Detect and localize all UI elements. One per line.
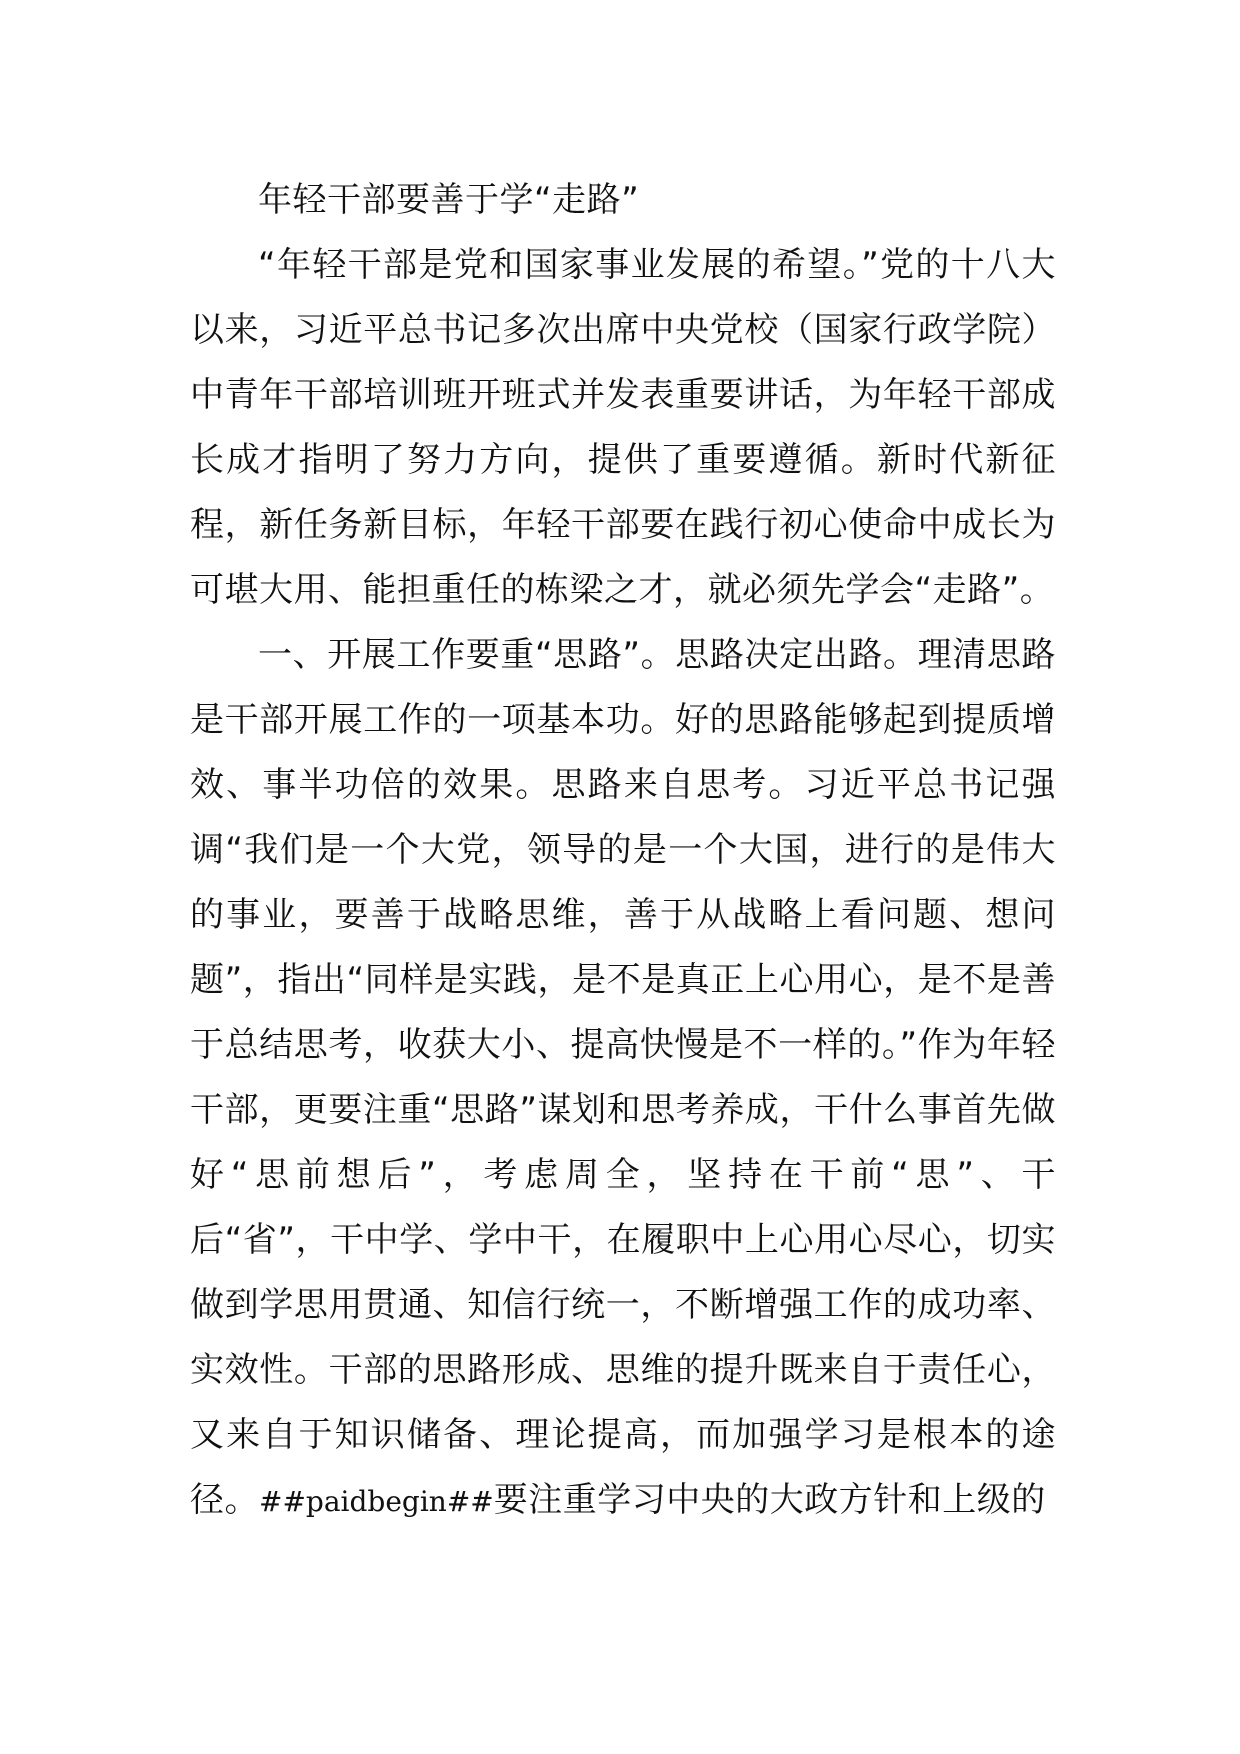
paragraph-intro: “年轻干部是党和国家事业发展的希望。”党的十八大以来，习近平总书记多次出席中央党校（国家行政学院）中青年干部培训班开班式并发表重要讲话，为年轻干部成长成才指明了努力方向，提供了重要遵循。新时代新征程，新任务新目标，年轻干部要在践行初心使命中成长为可堪大用、能担重任的栋梁之才，就必须先学会“走路”。 bbox=[190, 245, 1056, 610]
paragraph-section-one bbox=[190, 623, 1056, 1534]
paid-begin-marker: ##paidbegin## bbox=[259, 1485, 494, 1518]
document-body bbox=[190, 168, 1056, 1534]
document-title: 年轻干部要善于学“走路” bbox=[258, 180, 640, 220]
paragraph-section-one-continuation: 要注重学习中央的大政方针和上级的 bbox=[493, 1480, 1046, 1520]
paragraph-section-one-text: 一、开展工作要重“思路”。思路决定出路。理清思路是干部开展工作的一项基本功。好的思路能够起到提质增效、事半功倍的效果。思路来自思考。习近平总书记强调“我们是一个大党，领导的是一个大国，进行的是伟大的事业，要善于战略思维，善于从战略上看问题、想问题”，指出“同样是实践，是不是真正上心用心，是不是善于总结思考，收获大小、提高快慢是不一样的。”作为年轻干部，更要注重“思路”谋划和思考养成，干什么事首先做好“思前想后”，考虑周全，坚持在干前“思”、干后“省”，干中学、学中干，在履职中上心用心尽心，切实做到学思用贯通、知信行统一，不断增强工作的成功率、实效性。干部的思路形成、思维的提升既来自于责任心，又来自于知识储备、理论提高，而加强学习是根本的途径。 bbox=[190, 635, 1056, 1520]
